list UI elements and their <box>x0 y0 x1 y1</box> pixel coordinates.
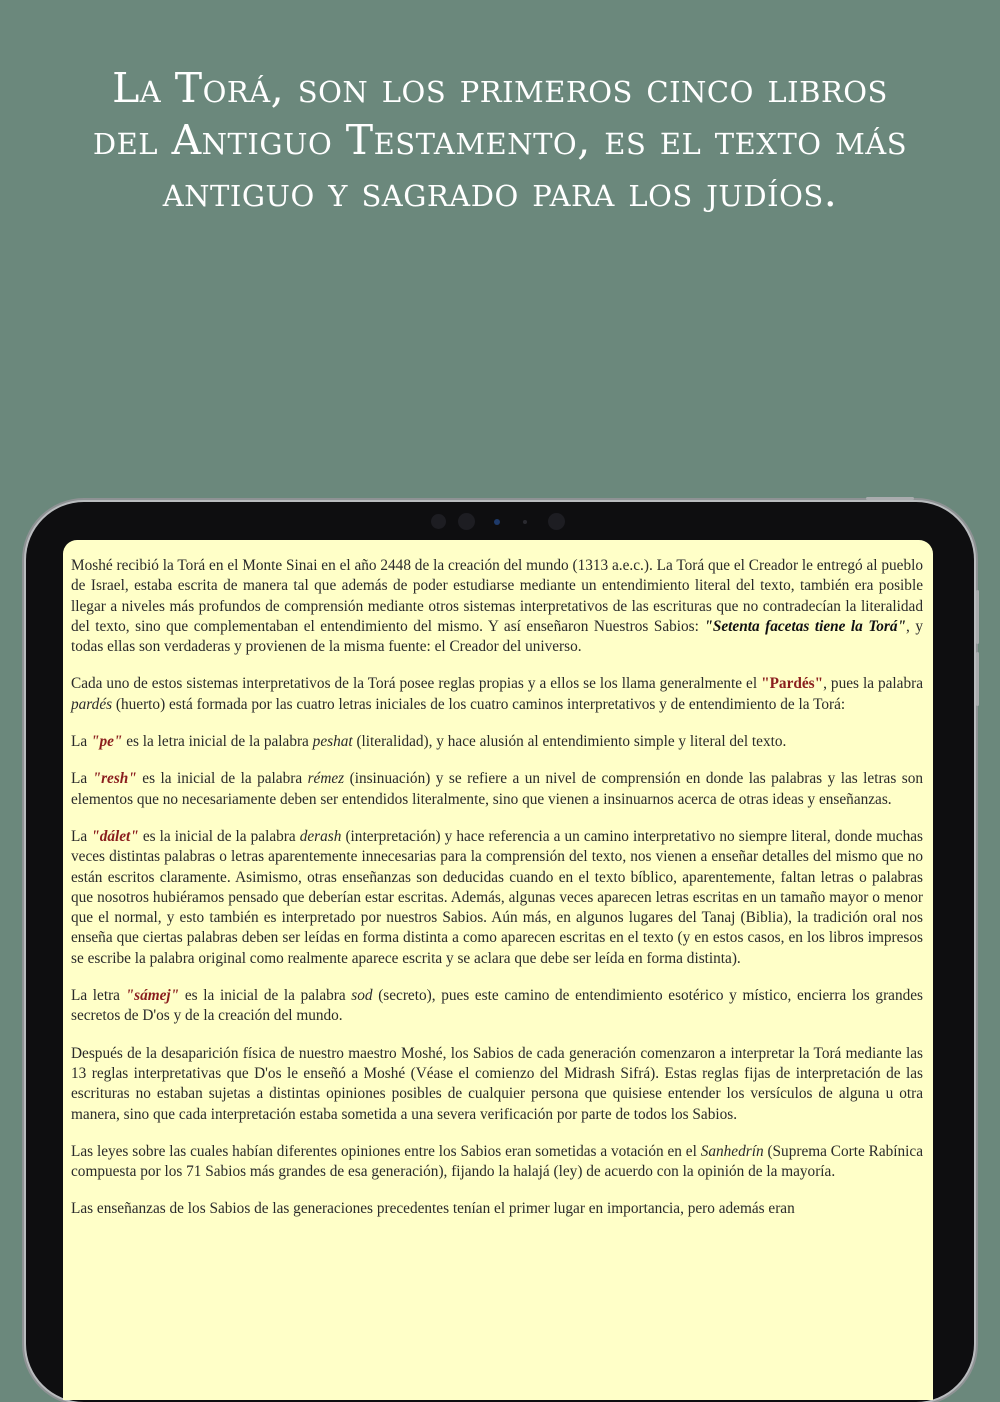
word-sod: sod <box>351 987 373 1005</box>
text: (interpretación) y hace referencia a un camino interpretativo no siempre literal, donde muchas veces distintas palabras o letras aparentemente innecesarias para la comprensión del texto, nos vienen a enseñar detalles del mismo que no están escritos claramente. Asimismo, otras enseñanzas son deducidas cuando en el texto bíblico, aparentemente, faltan letras o palabras que nosotros hubiéramos pensado que deberían estar escritas. Además, algunas veces aparecen letras escritas en un tamaño mayor o menor que el normal, y esto también es interpretado por nuestros Sabios. Aún más, en algunos lugares del Tanaj (Biblia), la tradición oral nos enseña que ciertas palabras deben ser leídas en forma distinta a como aparecen escritas en el texto (y en estos casos, en los libros impresos se escribe la palabra original como realmente aparece escrita y se aclara que debe ser leída en forma distinta). <box>71 827 923 967</box>
word-pardes: pardés <box>71 695 113 713</box>
letter-dalet: "dálet" <box>91 827 139 845</box>
text: Las leyes sobre las cuales habían diferentes opiniones entre los Sabios eran sometidas a votación en el <box>71 1142 701 1160</box>
text: (insinuación) y se refiere a un nivel de comprensión en donde las palabras y las letras son elementos que no necesariamente deben ser entendidos literalmente, sino que vienen a insinuarnos acerca de otras ideas y enseñanzas. <box>71 770 924 808</box>
text: (Suprema Corte Rabínica compuesta por los 71 Sabios más grandes de esa generación), fijando la halajá (ley) de acuerdo con la opinión de la mayoría. <box>71 1142 923 1181</box>
letter-samej: "sámej" <box>125 987 180 1005</box>
text: Las enseñanzas de los Sabios de las generaciones precedentes tenían el primer lugar en importancia, pero además eran <box>71 1200 795 1218</box>
text: es la inicial de la palabra <box>138 827 300 845</box>
sensor-dot-icon <box>523 520 527 524</box>
text: (literalidad), y hace alusión al entendimiento simple y literal del texto. <box>352 733 787 751</box>
reader-screen[interactable] <box>63 540 933 1400</box>
word-remez: rémez <box>307 770 345 788</box>
text: (huerto) está formada por las cuatro letras iniciales de los cuatro caminos interpretativos y de entendimiento de la Torá: <box>112 695 846 713</box>
headline-line-1: La Torá, son los primeros cinco libros <box>112 64 888 112</box>
text: (secreto), pues este camino de entendimiento esotérico y místico, encierra los grandes secretos de D'os y de la creación del mundo. <box>71 987 923 1025</box>
paragraph-9 <box>71 1199 923 1219</box>
text: La <box>71 827 92 845</box>
text: La <box>71 733 91 751</box>
paragraph-3 <box>71 732 923 752</box>
quote-setenta-facetas: "Setenta facetas tiene la Torá" <box>704 617 907 635</box>
text: Cada uno de estos sistemas interpretativos de la Torá posee reglas propias y a ellos se los llama generalmente el <box>71 675 762 693</box>
paragraph-8 <box>71 1142 923 1183</box>
front-camera-icon <box>548 513 565 530</box>
paragraph-2 <box>71 674 923 715</box>
text: La letra <box>71 987 126 1005</box>
letter-pe: "pe" <box>90 733 123 751</box>
marketing-headline <box>0 62 1000 218</box>
paragraph-1 <box>71 556 923 657</box>
sensor-icon <box>431 514 446 529</box>
article-body <box>63 540 933 1220</box>
tablet-frame <box>26 502 974 1402</box>
paragraph-7 <box>71 1044 923 1125</box>
paragraph-5 <box>71 827 923 969</box>
text: es la inicial de la palabra <box>136 770 308 788</box>
word-sanhedrin: Sanhedrín <box>700 1142 764 1160</box>
sensor-led-icon <box>494 519 500 525</box>
text: , pues la palabra <box>823 675 923 693</box>
headline-line-3: antiguo y sagrado para los judíos. <box>162 168 838 216</box>
camera-bar <box>26 514 974 530</box>
text: La <box>71 770 93 788</box>
paragraph-6 <box>71 986 923 1027</box>
text: , y todas ellas son verdaderas y provienen de la misma fuente: el Creador del universo. <box>71 617 923 656</box>
text: Después de la desaparición física de nuestro maestro Moshé, los Sabios de cada generación comenzaron a interpretar la Torá mediante las 13 reglas interpretativas que D'os le enseñó a Moshé (Véase el comienzo del Midrash Sifrá). Estas reglas fijas de interpretación de las escrituras no estaban sujetas a distintas opiniones posibles de cualquier persona que quisiese entender los versículos de alguna u otra manera, sino que cada interpretación estaba sometida a una severa verificación por parte de todos los Sabios. <box>71 1044 923 1123</box>
text: es la inicial de la palabra <box>179 987 352 1005</box>
sensor-icon <box>458 513 475 530</box>
volume-down-button <box>976 652 979 706</box>
power-button <box>866 497 914 500</box>
volume-up-button <box>976 590 979 644</box>
headline-line-2: del Antiguo Testamento, es el texto más <box>92 116 908 164</box>
text: es la letra inicial de la palabra <box>122 733 313 751</box>
letter-resh: "resh" <box>92 770 137 788</box>
word-peshat: peshat <box>312 733 353 751</box>
word-derash: derash <box>299 827 342 845</box>
term-pardes: "Pardés" <box>761 675 824 693</box>
paragraph-4 <box>71 769 923 810</box>
text: Moshé recibió la Torá en el Monte Sinai en el año 2448 de la creación del mundo (1313 a.e.c.). La Torá que el Creador le entregó al pueblo de Israel, estaba escrita de manera tal que además de poder estudiarse mediante un entendimiento literal del texto, también era posible llegar a niveles más profundos de comprensión mediante otros sistemas interpretativos de las escrituras que no contradecían la literalidad del texto, sino que complementaban el entendimiento del mismo. Y así enseñaron Nuestros Sabios: <box>71 557 923 635</box>
